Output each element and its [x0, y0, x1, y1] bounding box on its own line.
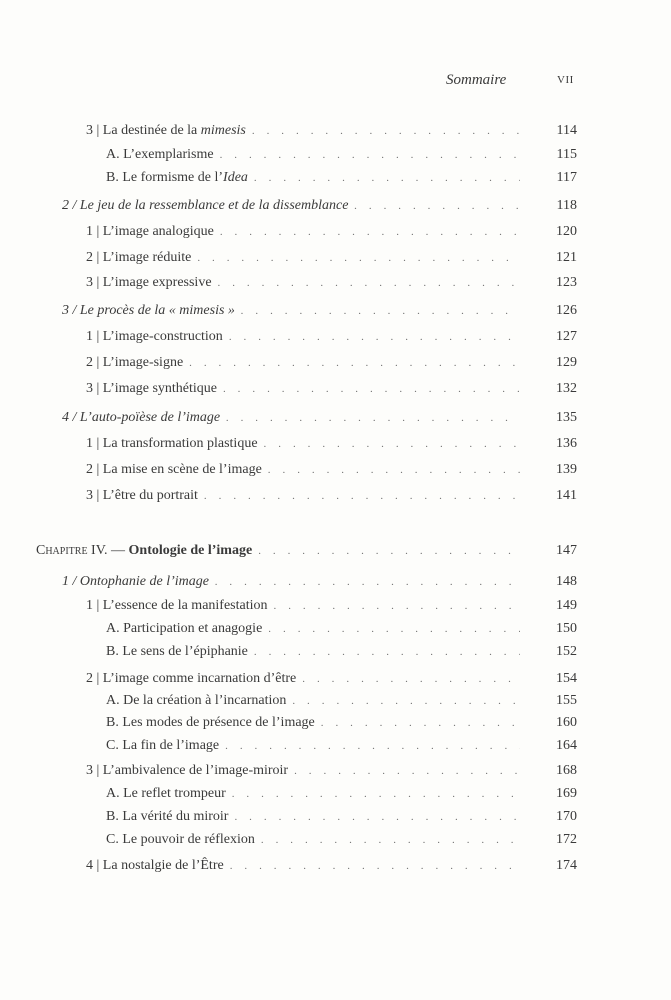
toc-entry	[106, 642, 520, 662]
dot-leader	[220, 145, 520, 165]
toc-entry-label: 2 / Le jeu de la ressemblance et de la dissemblance	[62, 198, 349, 213]
toc-entry-label: B. Les modes de présence de l’image	[106, 715, 315, 730]
toc-page-number: 118	[556, 198, 577, 213]
toc-entry-label: 1 | L’image-construction	[86, 329, 223, 344]
toc-entry	[86, 669, 520, 689]
dot-leader	[261, 830, 520, 850]
toc-entry-label: 1 | L’essence de la manifestation	[86, 598, 268, 613]
dot-leader	[197, 248, 520, 268]
toc-chapter	[36, 541, 520, 561]
dot-leader	[226, 408, 520, 428]
toc-page-number: 154	[556, 671, 577, 686]
toc-page-number: 148	[556, 574, 577, 589]
toc-entry-label: A. De la création à l’incarnation	[106, 693, 287, 708]
toc-page-number: 123	[556, 275, 577, 290]
toc-page-number: 170	[556, 809, 577, 824]
dot-leader	[223, 379, 520, 399]
dot-leader	[274, 596, 520, 616]
toc-entry-label: C. Le pouvoir de réflexion	[106, 832, 255, 847]
toc-entry	[86, 596, 520, 616]
dot-leader	[218, 273, 520, 293]
toc-page-number: 127	[556, 329, 577, 344]
toc-entry-label: B. Le sens de l’épiphanie	[106, 644, 248, 659]
toc-section	[62, 196, 520, 216]
toc-entry-label: 3 | L’image expressive	[86, 275, 212, 290]
toc-entry-label: 4 / L’auto-poïèse de l’image	[62, 410, 221, 425]
toc-page-number: 147	[556, 543, 577, 558]
toc-entry-label: A. Le reflet trompeur	[106, 786, 226, 801]
toc-entry	[86, 434, 520, 454]
toc-entry	[106, 168, 520, 188]
dot-leader	[234, 807, 520, 827]
toc-page-number: 132	[556, 381, 577, 396]
toc-entry	[86, 761, 520, 781]
toc-entry-label: 3 / Le procès de la « mimesis »	[62, 303, 235, 318]
toc-page-number: 121	[556, 250, 577, 265]
toc-entry	[86, 856, 520, 876]
toc-entry	[86, 273, 520, 293]
toc-page-number: 129	[556, 355, 577, 370]
dot-leader	[230, 856, 520, 876]
dot-leader	[321, 713, 520, 733]
toc-entry	[106, 784, 520, 804]
dot-leader	[354, 196, 520, 216]
running-head-title: Sommaire	[446, 72, 507, 88]
toc-entry-label: 2 | L’image-signe	[86, 355, 184, 370]
toc-section	[62, 572, 520, 592]
page-number: VII	[557, 74, 574, 86]
toc-entry-label: 1 / Ontophanie de l’image	[62, 574, 209, 589]
toc-entry-label: B. Le formisme de l’Idea	[106, 170, 248, 185]
toc-entry-label: 1 | La transformation plastique	[86, 436, 258, 451]
dot-leader	[252, 121, 520, 141]
dot-leader	[268, 619, 520, 639]
toc-page-number: 155	[556, 693, 577, 708]
toc-entry-label: A. Participation et anagogie	[106, 621, 263, 636]
toc-entry	[106, 619, 520, 639]
toc-page-number: 150	[556, 621, 577, 636]
toc-entry-label: 3 | La destinée de la mimesis	[86, 123, 246, 138]
dot-leader	[241, 301, 520, 321]
toc-entry-label: A. L’exemplarisme	[106, 147, 214, 162]
dot-leader	[225, 736, 520, 756]
toc-page-number: 141	[556, 488, 577, 503]
dot-leader	[254, 642, 520, 662]
toc-page-number: 152	[556, 644, 577, 659]
dot-leader	[258, 541, 520, 561]
toc-page-number: 149	[556, 598, 577, 613]
toc-entry	[86, 248, 520, 268]
toc-page-number: 115	[556, 147, 577, 162]
toc-entry-label: B. La vérité du miroir	[106, 809, 229, 824]
toc-entry	[86, 486, 520, 506]
toc-section	[62, 301, 520, 321]
dot-leader	[232, 784, 520, 804]
toc-entry-label: C. La fin de l’image	[106, 738, 220, 753]
dot-leader	[292, 691, 520, 711]
toc-page-number: 172	[556, 832, 577, 847]
toc-entry	[86, 353, 520, 373]
toc-entry-label: 2 | L’image réduite	[86, 250, 192, 265]
toc-page-number: 117	[556, 170, 577, 185]
toc-page-number: 174	[556, 858, 577, 873]
dot-leader	[268, 460, 520, 480]
toc-section	[62, 408, 520, 428]
toc-page-number: 135	[556, 410, 577, 425]
toc-entry	[106, 807, 520, 827]
toc-entry	[106, 713, 520, 733]
toc-entry-label: 3 | L’ambivalence de l’image-miroir	[86, 763, 289, 778]
dot-leader	[302, 669, 520, 689]
toc-entry-label: 2 | L’image comme incarnation d’être	[86, 671, 297, 686]
toc-entry-label: 3 | L’image synthétique	[86, 381, 217, 396]
toc-entry	[106, 736, 520, 756]
dot-leader	[229, 327, 520, 347]
toc-page-number: 126	[556, 303, 577, 318]
running-head	[0, 72, 671, 92]
dot-leader	[264, 434, 520, 454]
toc-page-number: 114	[556, 123, 577, 138]
toc-entry	[86, 379, 520, 399]
dot-leader	[254, 168, 520, 188]
toc-entry-label: 1 | L’image analogique	[86, 224, 214, 239]
toc-page-number: 139	[556, 462, 577, 477]
dot-leader	[220, 222, 520, 242]
toc-entry	[106, 830, 520, 850]
toc-entry	[86, 222, 520, 242]
toc-page-number: 120	[556, 224, 577, 239]
toc-entry-label: 4 | La nostalgie de l’Être	[86, 858, 224, 873]
toc-entry-label: 3 | L’être du portrait	[86, 488, 198, 503]
toc-entry	[86, 327, 520, 347]
dot-leader	[189, 353, 520, 373]
toc-entry	[106, 145, 520, 165]
toc-page-number: 164	[556, 738, 577, 753]
toc-entry	[86, 460, 520, 480]
toc-page-number: 168	[556, 763, 577, 778]
toc-page-number: 169	[556, 786, 577, 801]
toc-entry	[106, 691, 520, 711]
dot-leader	[215, 572, 520, 592]
toc-entry-label: Chapitre IV. — Ontologie de l’image	[36, 543, 253, 558]
toc-page-number: 136	[556, 436, 577, 451]
toc-entry	[86, 121, 520, 141]
toc-page-number: 160	[556, 715, 577, 730]
dot-leader	[294, 761, 520, 781]
dot-leader	[204, 486, 520, 506]
toc-entry-label: 2 | La mise en scène de l’image	[86, 462, 262, 477]
